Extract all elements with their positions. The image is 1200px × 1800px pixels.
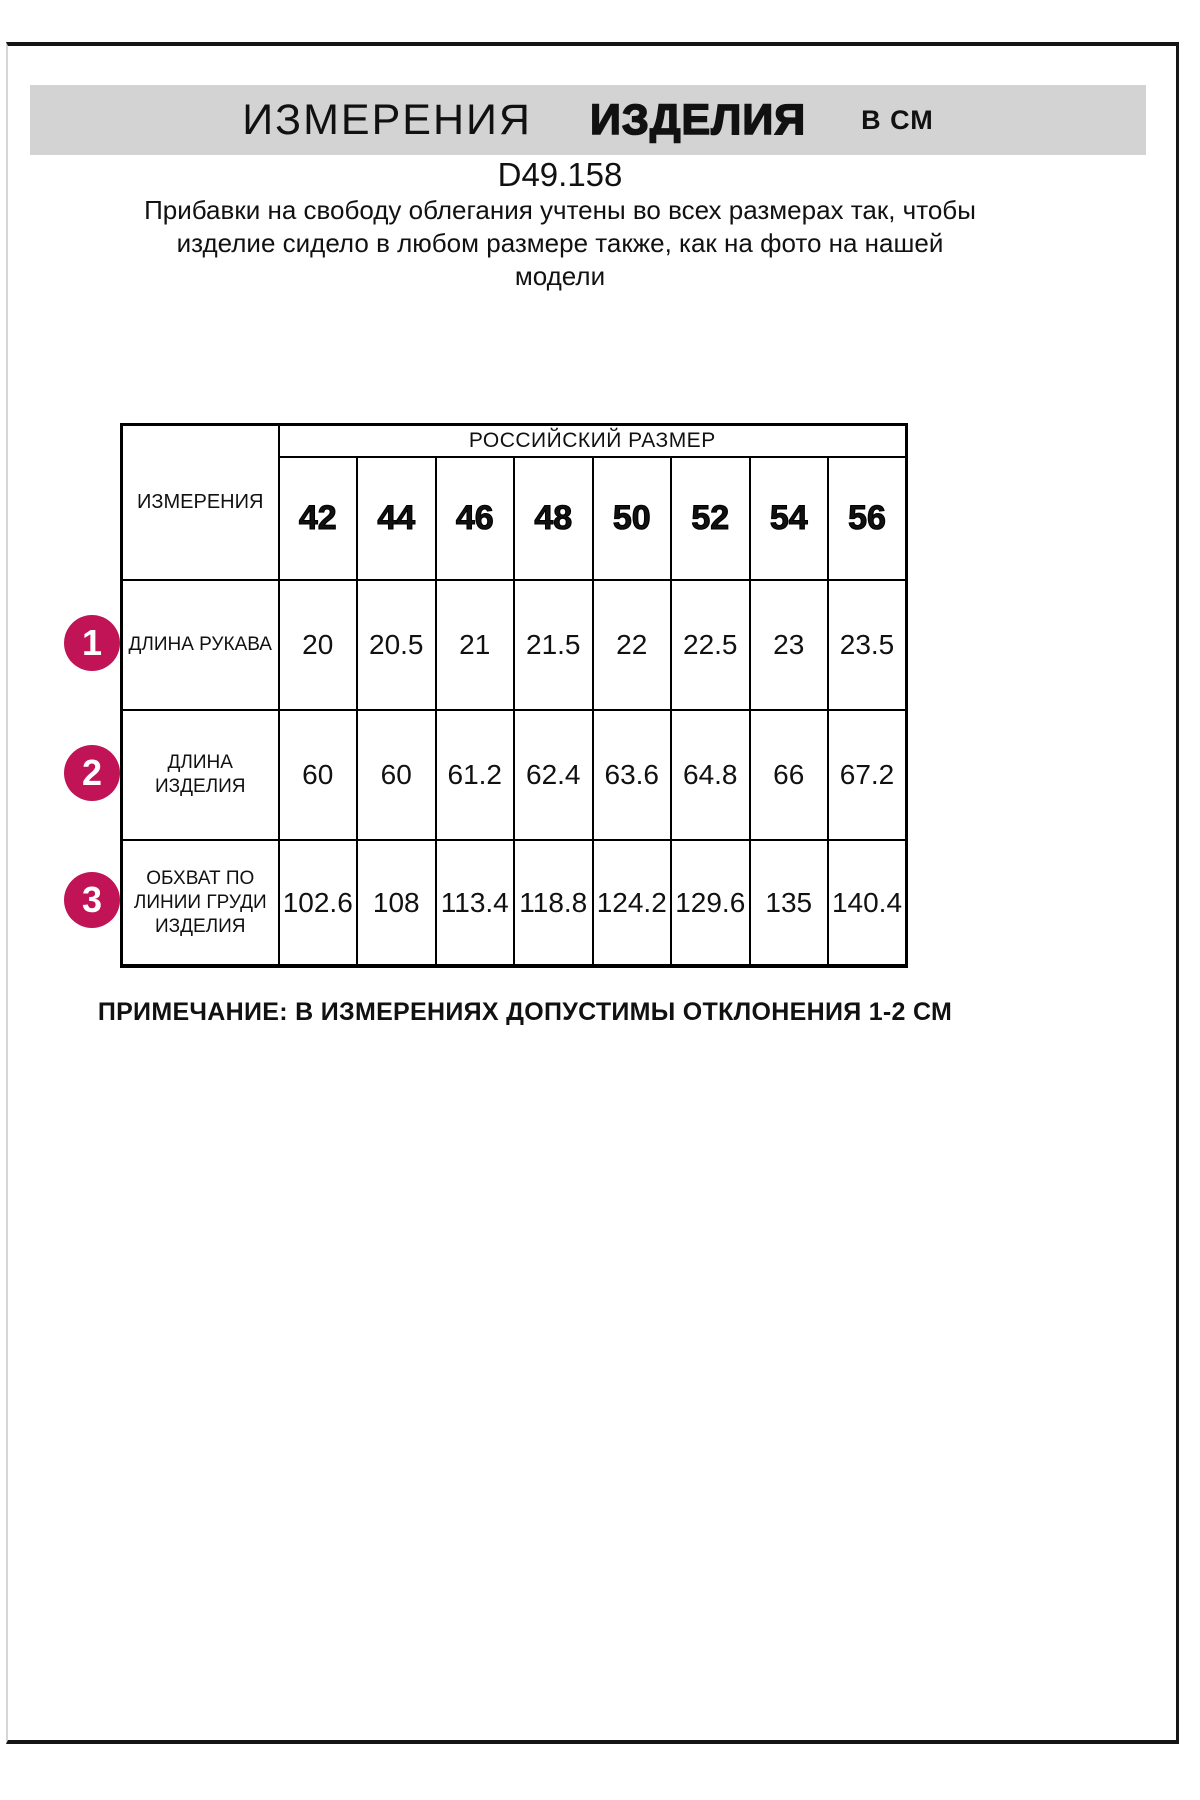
size-column-header: 52 [671,457,750,580]
measurement-value: 124.2 [593,840,672,966]
size-column-header: 56 [828,457,907,580]
size-column-header: 44 [357,457,436,580]
measurement-value: 21 [436,580,515,710]
page-title: ИЗМЕРЕНИЯ [242,95,532,144]
size-group-header: РОССИЙСКИЙ РАЗМЕР [279,425,907,458]
table-row [122,840,907,966]
model-code: D49.158 [497,156,623,193]
measurement-value: 20.5 [357,580,436,710]
measurement-value: 60 [279,710,358,840]
row-number-badge: 3 [64,872,120,928]
row-number-badge: 2 [64,745,120,801]
measurement-label: ОБХВАТ ПО ЛИНИИ ГРУДИ ИЗДЕЛИЯ [122,840,279,966]
size-column-header: 42 [279,457,358,580]
measurement-value: 23.5 [828,580,907,710]
measurement-value: 62.4 [514,710,593,840]
size-column-header: 48 [514,457,593,580]
row-number-badge: 1 [64,615,120,671]
measurement-value: 61.2 [436,710,515,840]
fit-description-line: Прибавки на свободу облегания учтены во всех размерах так, чтобы [144,195,976,225]
measurement-value: 118.8 [514,840,593,966]
measurement-value: 60 [357,710,436,840]
table-row [122,580,907,710]
measurement-value: 63.6 [593,710,672,840]
measurement-value: 140.4 [828,840,907,966]
measurements-column-header: ИЗМЕРЕНИЯ [122,425,279,581]
measurement-value: 21.5 [514,580,593,710]
measurement-value: 113.4 [436,840,515,966]
measurement-value: 102.6 [279,840,358,966]
measurements-table [120,423,908,968]
measurement-value: 108 [357,840,436,966]
measurement-value: 129.6 [671,840,750,966]
measurement-value: 22 [593,580,672,710]
page-title-bold: ИЗДЕЛИЯ [589,95,807,144]
measurement-label: ДЛИНА РУКАВА [122,580,279,710]
measurement-value: 64.8 [671,710,750,840]
fit-description [100,194,1020,293]
measurement-value: 23 [750,580,829,710]
size-column-header: 50 [593,457,672,580]
measurement-value: 66 [750,710,829,840]
size-column-header: 54 [750,457,829,580]
fit-description-line: модели [514,261,606,291]
measurement-value: 67.2 [828,710,907,840]
table-row [122,710,907,840]
header-bar [30,85,1146,155]
fit-description-line: изделие сидело в любом размере также, как на фото на нашей [176,228,944,258]
measurement-value: 20 [279,580,358,710]
size-column-header: 46 [436,457,515,580]
tolerance-note: ПРИМЕЧАНИЕ: В ИЗМЕРЕНИЯХ ДОПУСТИМЫ ОТКЛОНЕНИЯ 1-2 СМ [97,998,953,1026]
measurement-label: ДЛИНА ИЗДЕЛИЯ [122,710,279,840]
measurement-value: 22.5 [671,580,750,710]
measurement-value: 135 [750,840,829,966]
unit-label: В СМ [861,104,934,135]
table-body [122,425,907,967]
